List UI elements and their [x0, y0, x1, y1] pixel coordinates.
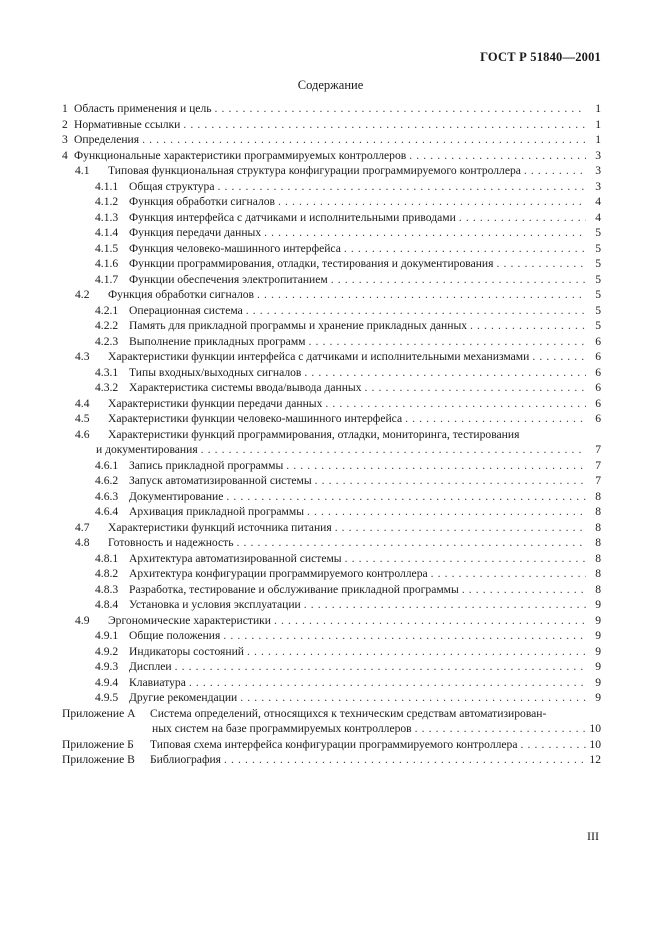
- toc-entry-page: 3: [595, 148, 601, 162]
- toc-entry-number: 4.9: [75, 613, 90, 627]
- toc-entry[interactable]: [62, 442, 601, 458]
- toc-entry-page: 4: [595, 210, 601, 224]
- toc-entry-title: Функция интерфейса с датчиками и исполнительными приводами: [129, 210, 456, 224]
- table-of-contents: [62, 101, 601, 768]
- toc-entry-number: 4.8.3: [95, 582, 119, 596]
- toc-entry[interactable]: [62, 179, 601, 195]
- toc-leader-dots: [405, 411, 586, 427]
- toc-leader-dots: [246, 303, 586, 319]
- toc-entry-title: Типы входных/выходных сигналов: [129, 365, 302, 379]
- toc-entry[interactable]: [62, 520, 601, 536]
- toc-entry-title: Характеристика системы ввода/вывода данных: [129, 381, 362, 394]
- toc-entry-page: 1: [595, 117, 601, 131]
- toc-entry-page: 6: [595, 381, 601, 394]
- toc-entry-title: Запуск автоматизированной системы: [129, 474, 312, 487]
- toc-entry-title: Эргономические характеристики: [108, 613, 272, 627]
- toc-entry-number: 4.2.2: [95, 319, 119, 332]
- toc-entry-page: 5: [595, 272, 601, 286]
- toc-leader-dots: [532, 349, 586, 365]
- toc-leader-dots: [462, 582, 586, 598]
- toc-entry-title: Характеристики функции интерфейса с датчиками и исполнительными механизмами: [108, 350, 530, 363]
- toc-entry[interactable]: [62, 241, 601, 257]
- toc-entry[interactable]: [62, 427, 601, 443]
- toc-entry-title: Функция передачи данных: [129, 226, 262, 239]
- toc-leader-dots: [325, 396, 586, 412]
- toc-entry-page: 10: [589, 722, 601, 735]
- toc-entry-page: 5: [595, 241, 601, 255]
- toc-entry-number: 4: [62, 148, 68, 162]
- toc-entry-page: 5: [595, 288, 601, 301]
- toc-entry-number: 4.6.4: [95, 505, 119, 518]
- toc-entry-title: Выполнение прикладных программ: [129, 334, 306, 348]
- toc-entry-page: 8: [595, 536, 601, 549]
- toc-entry-number: Приложение А: [62, 706, 136, 720]
- toc-entry-page: 3: [595, 179, 601, 193]
- toc-entry[interactable]: [62, 752, 601, 768]
- toc-entry[interactable]: [62, 489, 601, 505]
- toc-entry-title: Функции программирования, отладки, тестирования и документирования: [129, 257, 494, 270]
- toc-entry-number: 4.1.1: [95, 179, 119, 193]
- toc-entry-page: 8: [595, 567, 601, 580]
- toc-leader-dots: [247, 644, 586, 660]
- toc-entry-title: Типовая схема интерфейса конфигурации программируемого контроллера: [150, 737, 518, 751]
- toc-entry[interactable]: [62, 287, 601, 303]
- toc-entry-number: 1: [62, 102, 68, 115]
- toc-entry-page: 8: [595, 520, 601, 534]
- toc-entry[interactable]: [62, 644, 601, 660]
- toc-entry-title: Архивация прикладной программы: [129, 505, 305, 518]
- toc-entry-page: 4: [595, 195, 601, 208]
- toc-entry-title: Запись прикладной программы: [129, 458, 284, 472]
- toc-entry-title: Общие положения: [129, 629, 221, 642]
- toc-entry-number: Приложение Б: [62, 737, 134, 751]
- page-title: Содержание: [297, 78, 364, 92]
- toc-entry-number: 4.9.4: [95, 675, 119, 689]
- toc-entry-page: 8: [595, 489, 601, 503]
- toc-entry-page: 9: [595, 675, 601, 689]
- toc-entry-number: 3: [62, 133, 68, 146]
- toc-entry-title: Нормативные ссылки: [74, 117, 181, 131]
- toc-entry[interactable]: [62, 210, 601, 226]
- toc-entry-number: 4.3.1: [95, 365, 119, 379]
- toc-leader-dots: [524, 163, 586, 179]
- toc-entry-page: 9: [595, 598, 601, 611]
- toc-entry-number: 4.8.2: [95, 567, 119, 580]
- toc-entry-page: 6: [595, 350, 601, 363]
- toc-entry-title: Функция человеко-машинного интерфейса: [129, 241, 341, 255]
- toc-entry-page: 12: [589, 753, 601, 766]
- toc-entry-number: 4.9.5: [95, 691, 119, 704]
- toc-leader-dots: [307, 504, 586, 520]
- toc-entry-number: 4.8.4: [95, 598, 119, 611]
- toc-entry[interactable]: [62, 101, 601, 117]
- toc-entry-title: Готовность и надежность: [108, 536, 234, 549]
- toc-entry[interactable]: [62, 148, 601, 164]
- toc-entry-number: 4.6.2: [95, 474, 119, 487]
- toc-leader-dots: [226, 489, 586, 505]
- toc-entry[interactable]: [62, 303, 601, 319]
- toc-entry-page: 6: [595, 334, 601, 348]
- toc-leader-dots: [175, 659, 586, 675]
- toc-entry-page: 7: [595, 474, 601, 487]
- toc-entry-page: 5: [595, 319, 601, 332]
- toc-entry-page: 9: [595, 691, 601, 704]
- toc-entry-title: Дисплеи: [129, 660, 172, 673]
- toc-leader-dots: [520, 737, 586, 753]
- toc-entry-number: 4.1.5: [95, 241, 119, 255]
- toc-entry-number: 4.5: [75, 412, 90, 425]
- toc-entry-title: Архитектура автоматизированной системы: [129, 551, 342, 565]
- toc-entry-title: Функции обеспечения электропитанием: [129, 272, 328, 286]
- toc-leader-dots: [189, 675, 586, 691]
- toc-entry-title: Клавиатура: [129, 675, 186, 689]
- toc-entry-title: Индикаторы состояний: [129, 644, 244, 658]
- toc-entry-page: 6: [595, 412, 601, 425]
- toc-entry-title: Разработка, тестирование и обслуживание прикладной программы: [129, 582, 459, 596]
- toc-entry-number: 4.9.1: [95, 629, 119, 642]
- toc-leader-dots: [345, 551, 586, 567]
- toc-leader-dots: [431, 566, 586, 582]
- toc-leader-dots: [183, 117, 586, 133]
- toc-entry-page: 3: [595, 164, 601, 177]
- toc-leader-dots: [237, 535, 587, 551]
- toc-entry[interactable]: [62, 365, 601, 381]
- toc-entry[interactable]: [62, 473, 601, 489]
- toc-entry-number: 4.6: [75, 427, 90, 441]
- toc-entry-number: 4.1.6: [95, 257, 119, 270]
- toc-entry[interactable]: [62, 737, 601, 753]
- toc-leader-dots: [335, 520, 586, 536]
- toc-leader-dots: [409, 148, 586, 164]
- toc-entry-title: Типовая функциональная структура конфигурации программируемого контроллера: [108, 164, 521, 177]
- toc-entry-title: Документирование: [129, 489, 224, 503]
- toc-leader-dots: [470, 318, 586, 334]
- toc-leader-dots: [304, 597, 586, 613]
- toc-entry[interactable]: [62, 256, 601, 272]
- toc-entry-page: 5: [595, 226, 601, 239]
- toc-entry-number: 4.9.2: [95, 644, 119, 658]
- toc-entry-page: 10: [589, 737, 601, 751]
- toc-leader-dots: [264, 225, 586, 241]
- toc-entry[interactable]: [62, 551, 601, 567]
- toc-entry[interactable]: [62, 380, 601, 396]
- toc-entry[interactable]: [62, 582, 601, 598]
- toc-entry[interactable]: [62, 675, 601, 691]
- toc-entry-number: 4.2.1: [95, 303, 119, 317]
- toc-entry-number: 4.2.3: [95, 334, 119, 348]
- toc-leader-dots: [365, 380, 586, 396]
- toc-entry-title: Определения: [74, 133, 140, 146]
- toc-leader-dots: [286, 458, 586, 474]
- toc-entry[interactable]: [62, 334, 601, 350]
- toc-entry-title: Характеристики функций источника питания: [108, 520, 332, 534]
- toc-leader-dots: [415, 721, 586, 737]
- toc-leader-dots: [344, 241, 586, 257]
- toc-entry[interactable]: [62, 458, 601, 474]
- toc-entry-number: 4.4: [75, 396, 90, 410]
- toc-entry-title: Установка и условия эксплуатации: [129, 598, 301, 611]
- toc-entry-number: 4.6.1: [95, 458, 119, 472]
- toc-entry[interactable]: [62, 396, 601, 412]
- toc-entry-title: Характеристики функции человеко-машинного интерфейса: [108, 412, 403, 425]
- toc-entry-number: 4.1.3: [95, 210, 119, 224]
- toc-entry-number: 2: [62, 117, 68, 131]
- toc-entry[interactable]: [62, 721, 601, 737]
- toc-entry-number: 4.6.3: [95, 489, 119, 503]
- toc-leader-dots: [304, 365, 586, 381]
- toc-leader-dots: [224, 752, 586, 768]
- toc-entry-number: 4.1.4: [95, 226, 119, 239]
- toc-entry-page: 5: [595, 257, 601, 270]
- page-number: III: [587, 829, 599, 843]
- toc-entry-title: ных систем на базе программируемых контроллеров: [152, 722, 412, 735]
- toc-leader-dots: [201, 442, 586, 458]
- toc-entry-page: 8: [595, 551, 601, 565]
- toc-entry[interactable]: [62, 659, 601, 675]
- toc-entry-page: 8: [595, 505, 601, 518]
- toc-entry[interactable]: [62, 597, 601, 613]
- toc-entry-number: 4.1.2: [95, 195, 119, 208]
- toc-entry-page: 7: [595, 458, 601, 472]
- toc-entry-title: Библиография: [150, 753, 222, 766]
- toc-entry-title: Функция обработки сигналов: [108, 288, 255, 301]
- toc-entry-page: 1: [595, 133, 601, 146]
- toc-entry-title: Функция обработки сигналов: [129, 195, 276, 208]
- toc-entry-page: 9: [595, 644, 601, 658]
- toc-leader-dots: [274, 613, 586, 629]
- toc-entry-page: 7: [595, 443, 601, 456]
- toc-entry-title: Архитектура конфигурации программируемого контроллера: [129, 567, 428, 580]
- toc-entry[interactable]: [62, 117, 601, 133]
- toc-leader-dots: [240, 690, 586, 706]
- toc-entry[interactable]: [62, 706, 601, 722]
- toc-leader-dots: [223, 628, 586, 644]
- toc-entry[interactable]: [62, 613, 601, 629]
- toc-entry[interactable]: [62, 535, 601, 551]
- toc-entry-page: 6: [595, 365, 601, 379]
- toc-entry-page: 9: [595, 613, 601, 627]
- toc-entry[interactable]: [62, 163, 601, 179]
- toc-entry-page: 5: [595, 303, 601, 317]
- toc-entry-number: 4.1.7: [95, 272, 119, 286]
- toc-entry-number: 4.8.1: [95, 551, 119, 565]
- toc-entry-number: 4.3.2: [95, 381, 119, 394]
- toc-entry-number: Приложение В: [62, 753, 135, 766]
- toc-leader-dots: [215, 101, 586, 117]
- toc-entry-title: Область применения и цель: [74, 102, 212, 115]
- toc-entry[interactable]: [62, 318, 601, 334]
- toc-leader-dots: [459, 210, 586, 226]
- toc-entry[interactable]: [62, 411, 601, 427]
- toc-entry-page: 1: [595, 102, 601, 115]
- toc-entry-number: 4.9.3: [95, 660, 119, 673]
- toc-entry[interactable]: [62, 504, 601, 520]
- toc-entry-page: 9: [595, 629, 601, 642]
- toc-leader-dots: [309, 334, 587, 350]
- toc-entry[interactable]: [62, 194, 601, 210]
- toc-entry[interactable]: [62, 566, 601, 582]
- toc-leader-dots: [142, 132, 586, 148]
- toc-entry[interactable]: [62, 690, 601, 706]
- toc-entry-title: Система определений, относящихся к техническим средствам автоматизирован-: [150, 706, 547, 720]
- toc-leader-dots: [218, 179, 586, 195]
- toc-entry-title: и документирования: [96, 443, 198, 456]
- toc-entry-number: 4.8: [75, 536, 90, 549]
- toc-entry[interactable]: [62, 225, 601, 241]
- toc-entry-page: 8: [595, 582, 601, 596]
- toc-entry[interactable]: [62, 349, 601, 365]
- toc-entry-number: 4.3: [75, 350, 90, 363]
- toc-entry-number: 4.1: [75, 164, 90, 177]
- toc-entry-page: 6: [595, 396, 601, 410]
- toc-entry-title: Характеристики функций программирования, отладки, мониторинга, тестирования: [108, 427, 520, 441]
- toc-entry-number: 4.2: [75, 288, 90, 301]
- toc-leader-dots: [496, 256, 586, 272]
- toc-entry-title: Другие рекомендации: [129, 691, 238, 704]
- toc-entry-title: Характеристики функции передачи данных: [108, 396, 323, 410]
- toc-entry-title: Общая структура: [129, 179, 215, 193]
- toc-entry-title: Память для прикладной программы и хранение прикладных данных: [129, 319, 468, 332]
- document-header: ГОСТ Р 51840—2001: [480, 50, 601, 64]
- toc-entry[interactable]: [62, 272, 601, 288]
- toc-leader-dots: [315, 473, 586, 489]
- toc-leader-dots: [257, 287, 586, 303]
- toc-leader-dots: [331, 272, 586, 288]
- toc-entry[interactable]: [62, 132, 601, 148]
- toc-entry-title: Функциональные характеристики программируемых контроллеров: [74, 148, 407, 162]
- toc-entry-page: 9: [595, 660, 601, 673]
- toc-entry-number: 4.7: [75, 520, 90, 534]
- toc-entry[interactable]: [62, 628, 601, 644]
- toc-entry-title: Операционная система: [129, 303, 243, 317]
- toc-leader-dots: [278, 194, 586, 210]
